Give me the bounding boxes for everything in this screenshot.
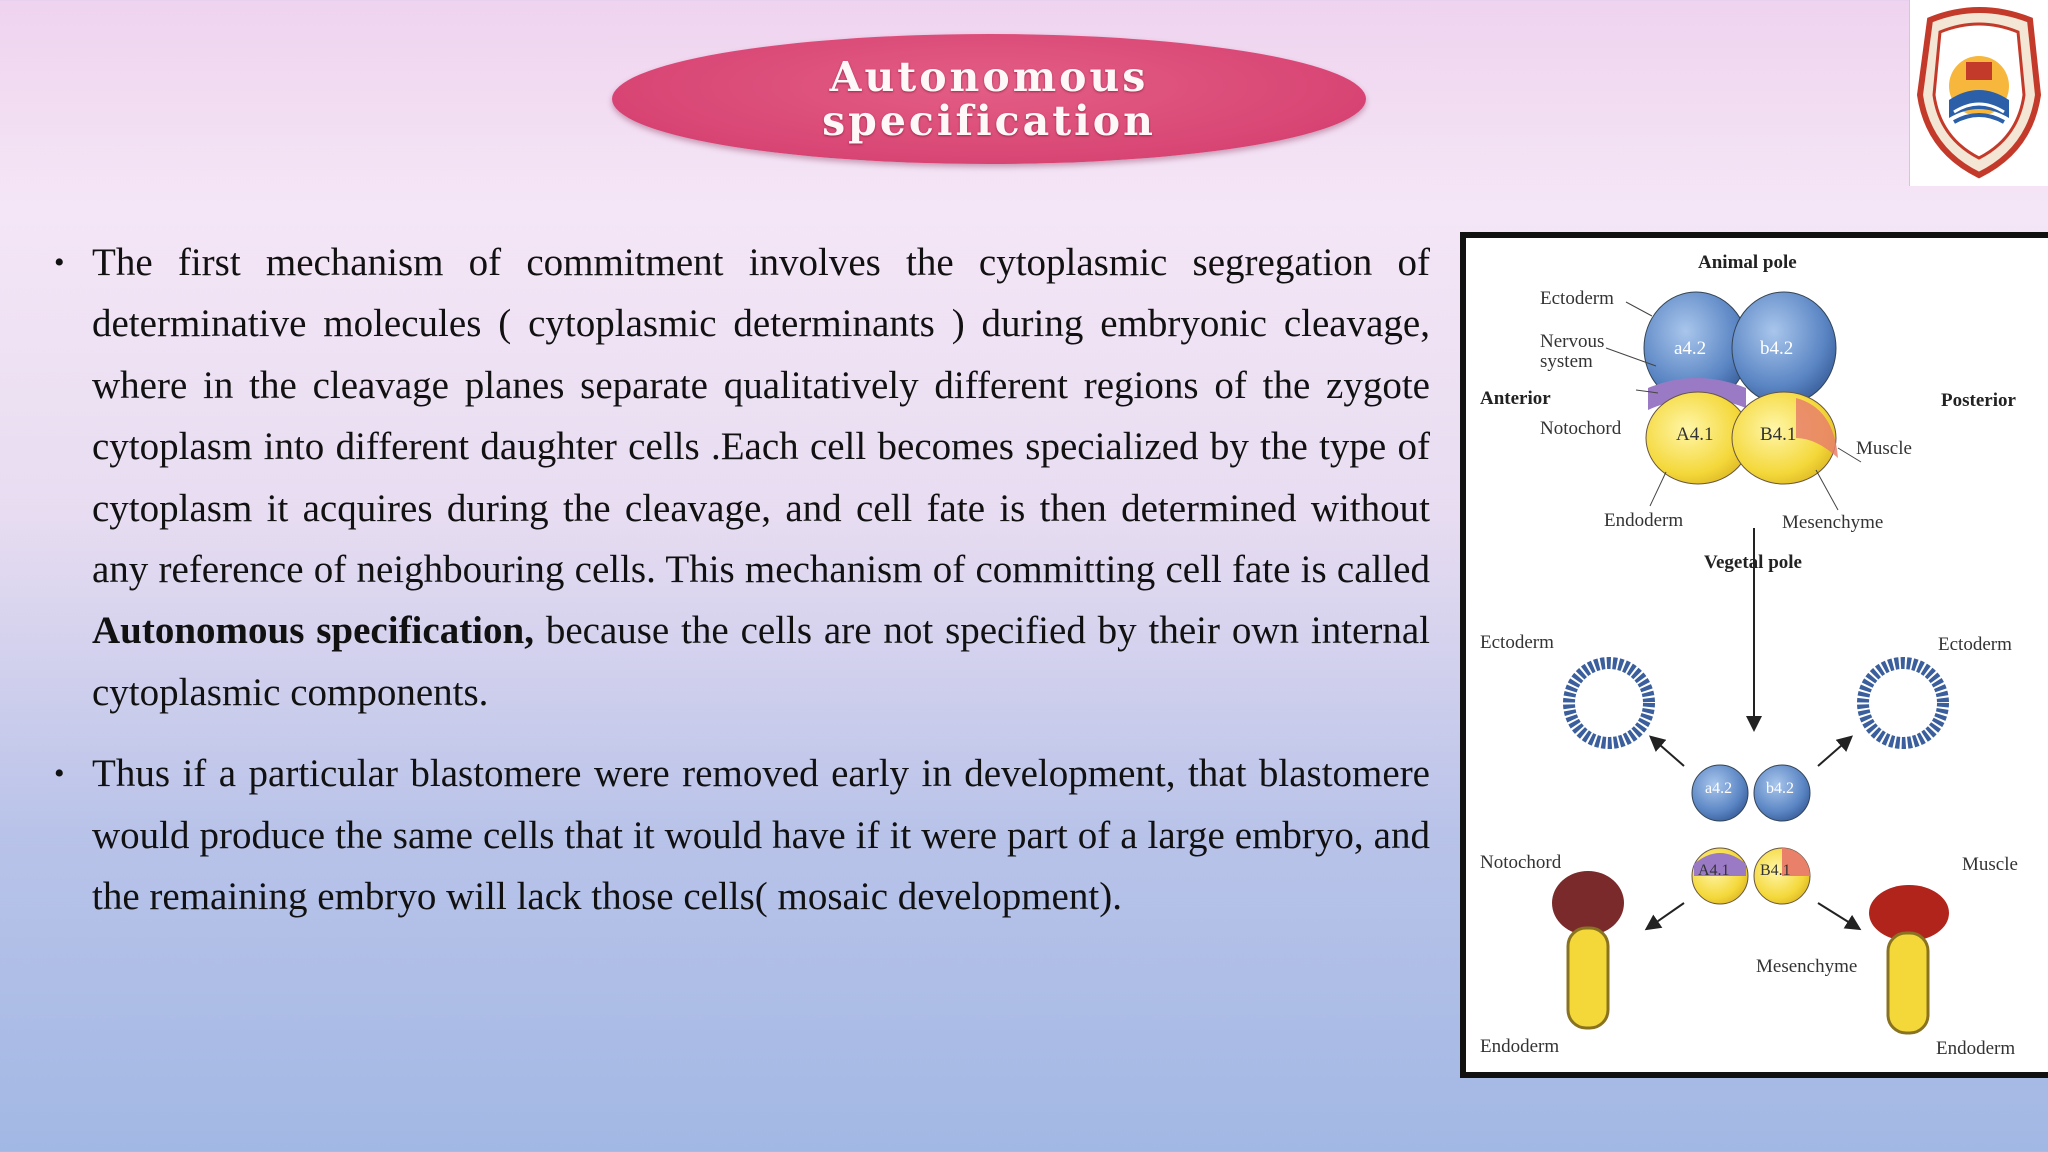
endoderm-label: Endoderm xyxy=(1604,510,1684,531)
muscle-right-label: Muscle xyxy=(1962,854,2018,875)
title-banner xyxy=(612,34,1366,164)
mesenchyme-label: Mesenchyme xyxy=(1782,512,1884,533)
cell-b42-small-label: b4.2 xyxy=(1766,780,1794,797)
mesenchyme-lower-label: Mesenchyme xyxy=(1756,956,1858,977)
bullet-point: • The first mechanism of commitment involves the cytoplasmic segregation of determinative molecules ( cytoplasmic determinants ) during embryonic cleavage, where in the cleavage planes separate qualitatively different regions of the zygote cytoplasm into different daughter cells .Each cell becomes specialized by the type of cytoplasm it acquires during the cleavage, and cell fate is then determined without any reference of neighbouring cells. This mechanism of committing cell fate is called Autonomous specification, because the cells are not specified by their own internal cytoplasmic components. xyxy=(48,232,1430,723)
title-line-2: specification xyxy=(822,97,1156,145)
cell-A41-label: A4.1 xyxy=(1676,424,1714,445)
ectoderm-label: Ectoderm xyxy=(1540,288,1614,309)
university-logo xyxy=(1909,0,2048,186)
notochord-label: Notochord xyxy=(1540,418,1622,439)
body-content xyxy=(48,232,1430,927)
bullet-dot-icon: • xyxy=(54,757,65,791)
cell-a42-small-label: a4.2 xyxy=(1705,780,1733,797)
emphasis-term: Autonomous specification, xyxy=(92,609,534,653)
nervous-system-label: Nervous system xyxy=(1540,331,1605,372)
posterior-label: Posterior xyxy=(1941,390,2016,411)
endoderm-right-label: Endoderm xyxy=(1936,1038,2016,1059)
vegetal-pole-label: Vegetal pole xyxy=(1704,552,1802,573)
cell-a42-label: a4.2 xyxy=(1674,338,1707,359)
embryo-diagram xyxy=(1460,232,2048,1078)
cell-B41-label: B4.1 xyxy=(1760,424,1797,445)
cell-A41-small-label: A4.1 xyxy=(1698,862,1730,879)
ectoderm-right-label: Ectoderm xyxy=(1938,634,2012,655)
university-seal-icon xyxy=(1910,0,2048,186)
animal-pole-label: Animal pole xyxy=(1698,252,1797,273)
bullet-point: • Thus if a particular blastomere were removed early in development, that blastomere would produce the same cells that it would have if it were part of a large embryo, and the remaining embryo will lack those cells( mosaic development). xyxy=(48,743,1430,927)
bullet-dot-icon: • xyxy=(54,246,65,279)
title-line-1: Autonomous xyxy=(829,53,1149,101)
cell-B41-small-label: B4.1 xyxy=(1760,862,1791,879)
ectoderm-left-label: Ectoderm xyxy=(1480,632,1554,653)
notochord-left-label: Notochord xyxy=(1480,852,1562,873)
cell-b42-label: b4.2 xyxy=(1760,338,1794,359)
muscle-label: Muscle xyxy=(1856,438,1912,459)
anterior-label: Anterior xyxy=(1480,388,1551,409)
endoderm-left-label: Endoderm xyxy=(1480,1036,1560,1057)
